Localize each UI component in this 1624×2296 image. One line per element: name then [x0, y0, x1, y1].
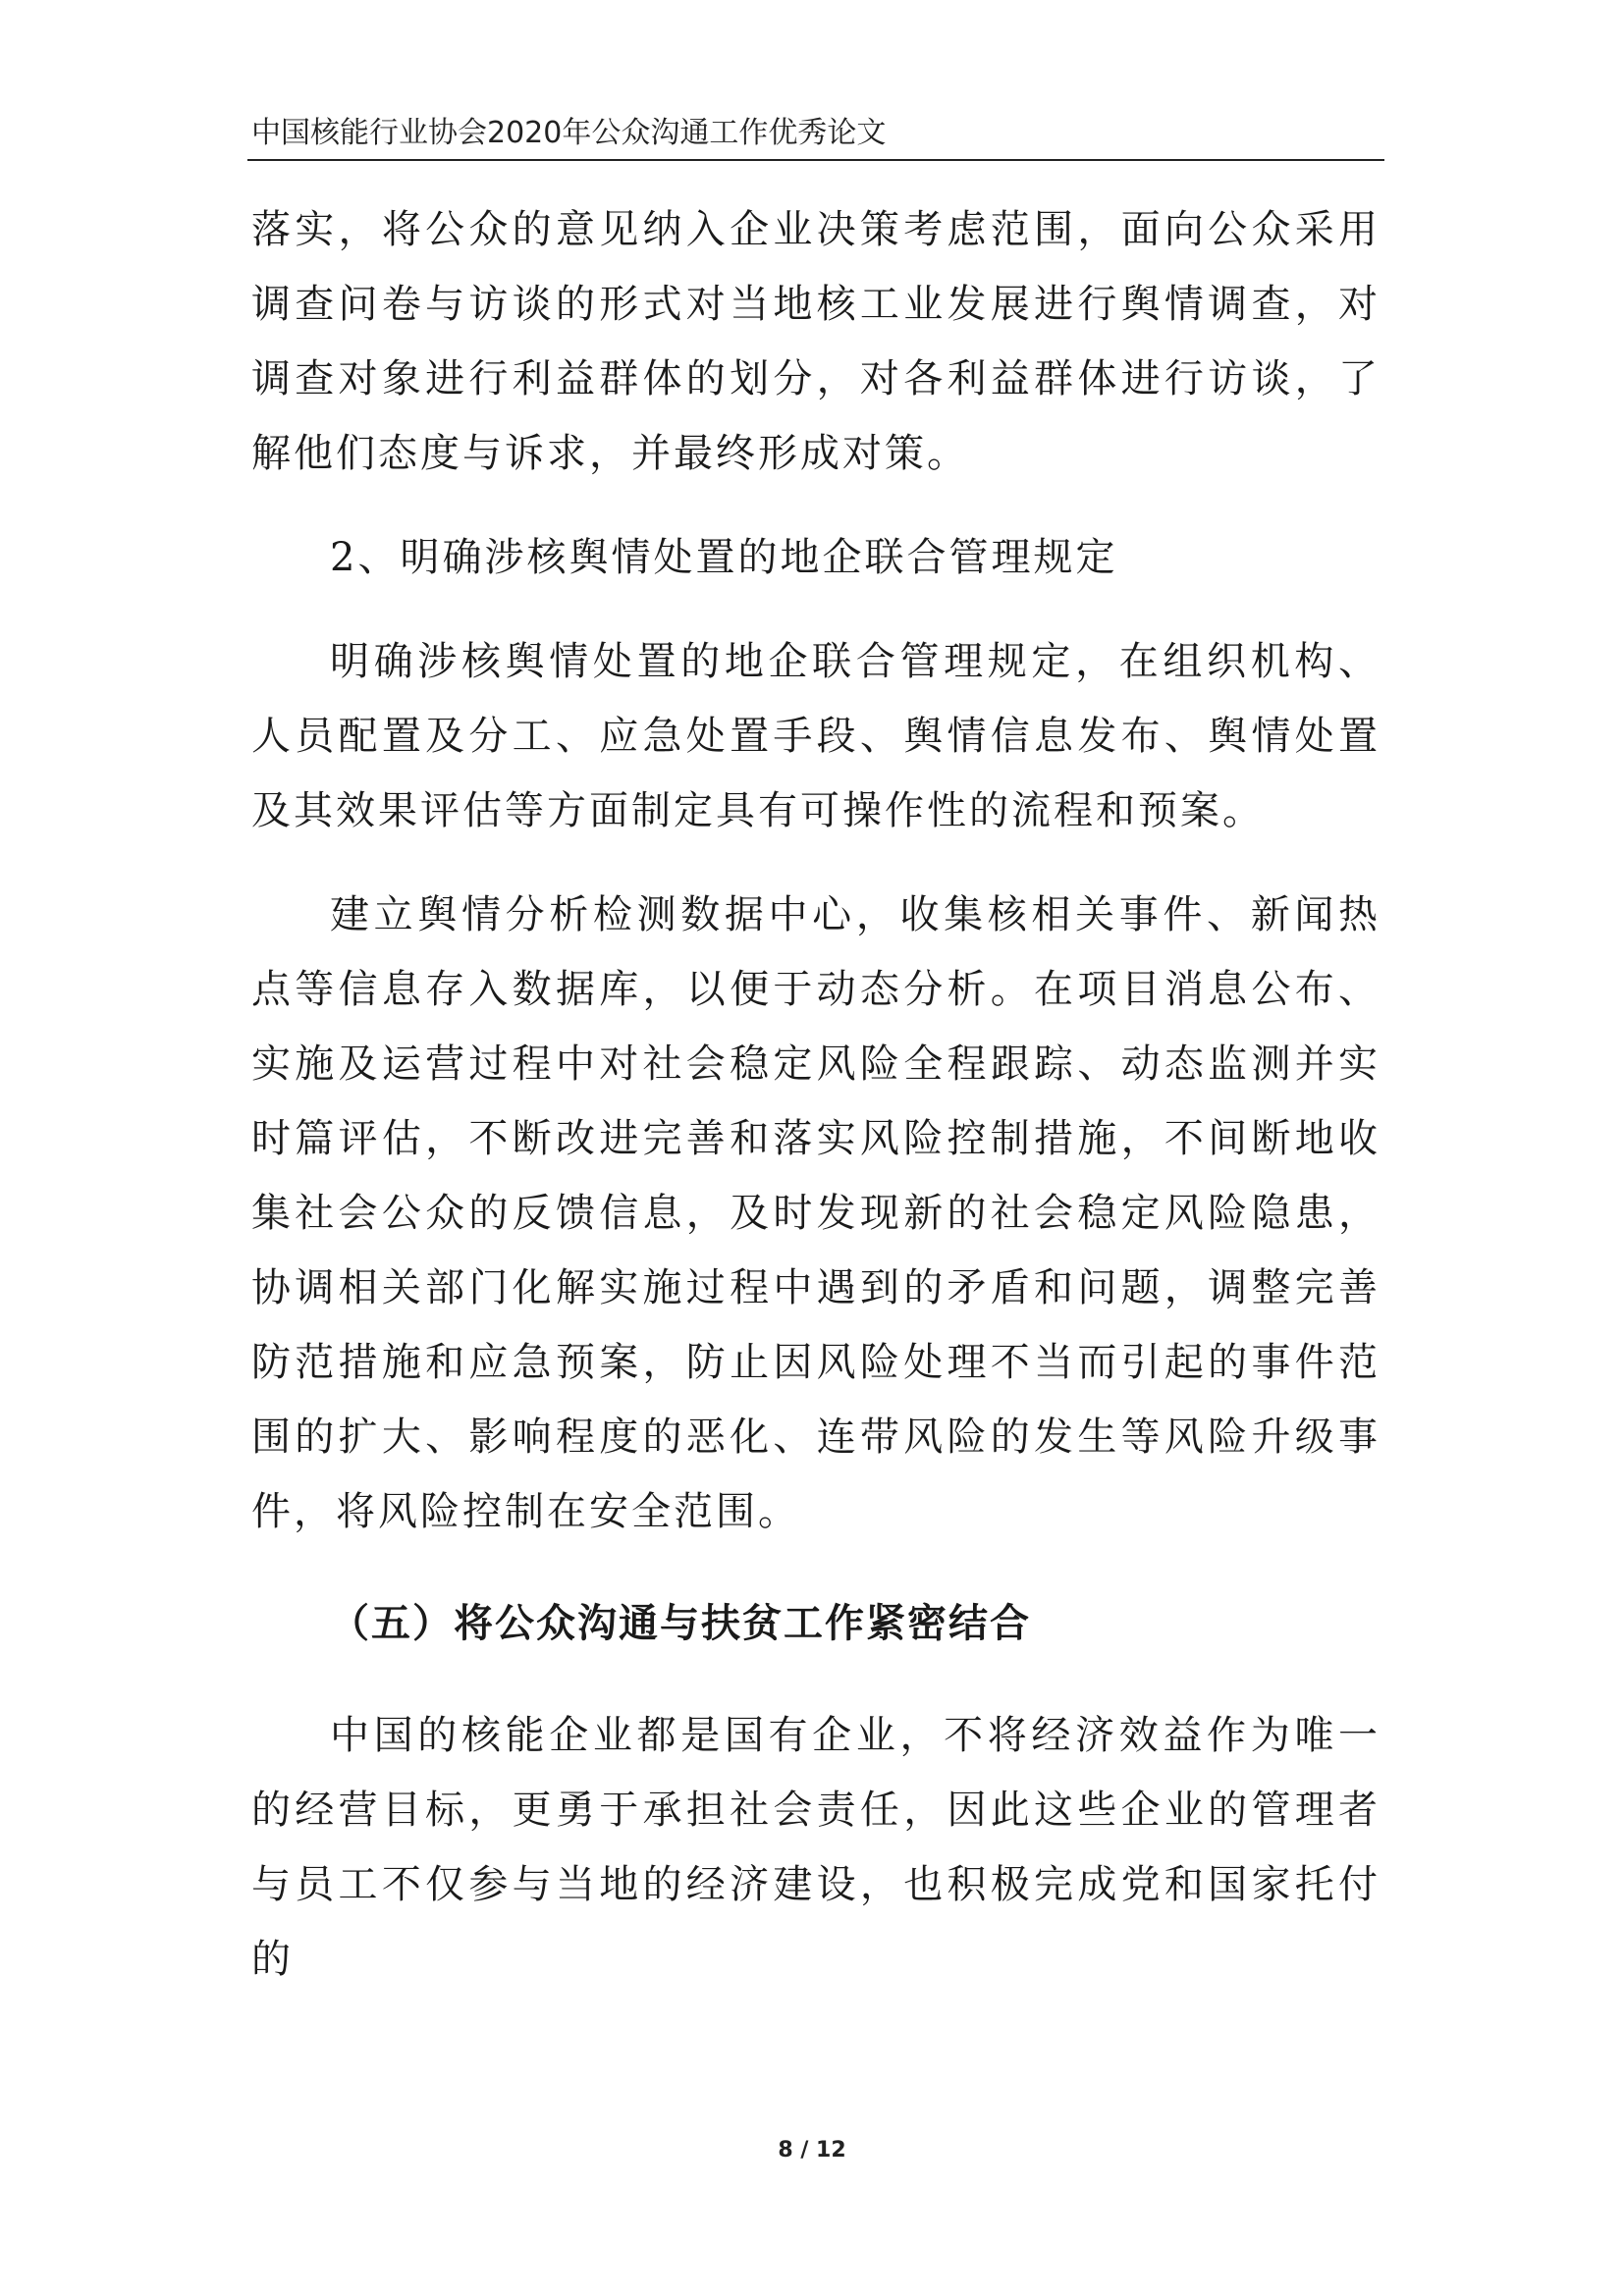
header-divider [247, 159, 1384, 161]
page-number: 8 / 12 [778, 2138, 846, 2163]
paragraph-continuation: 落实，将公众的意见纳入企业决策考虑范围，面向公众采用调查问卷与访谈的形式对当地核工业发展进行舆情调查，对调查对象进行利益群体的划分，对各利益群体进行访谈，了解他们态度与诉求，并最终形成对策。 [251, 207, 1380, 476]
paragraph-data-center: 建立舆情分析检测数据中心，收集核相关事件、新闻热点等信息存入数据库，以便于动态分析。在项目消息公布、实施及运营过程中对社会稳定风险全程跟踪、动态监测并实时篇评估，不断改进完善和落实风险控制措施，不间断地收集社会公众的反馈信息，及时发现新的社会稳定风险隐患，协调相关部门化解实施过程中遇到的矛盾和问题，调整完善防范措施和应急预案，防止因风险处理不当而引起的事件范围的扩大、影响程度的恶化、连带风险的发生等风险升级事件，将风险控制在安全范围。 [251, 892, 1380, 1534]
section-heading: （五）将公众沟通与扶贫工作紧密结合 [330, 1601, 1031, 1646]
paragraph-management-rules: 明确涉核舆情处置的地企联合管理规定，在组织机构、人员配置及分工、应急处置手段、舆情信息发布、舆情处置及其效果评估等方面制定具有可操作性的流程和预案。 [251, 639, 1380, 833]
subsection-heading: 2、明确涉核舆情处置的地企联合管理规定 [330, 535, 1118, 580]
page-body [251, 192, 1380, 1997]
paragraph-state-enterprises: 中国的核能企业都是国有企业，不将经济效益作为唯一的经营目标，更勇于承担社会责任，因此这些企业的管理者与员工不仅参与当地的经济建设，也积极完成党和国家托付的 [251, 1713, 1380, 1982]
running-header: 中国核能行业协会2020年公众沟通工作优秀论文 [251, 116, 887, 150]
